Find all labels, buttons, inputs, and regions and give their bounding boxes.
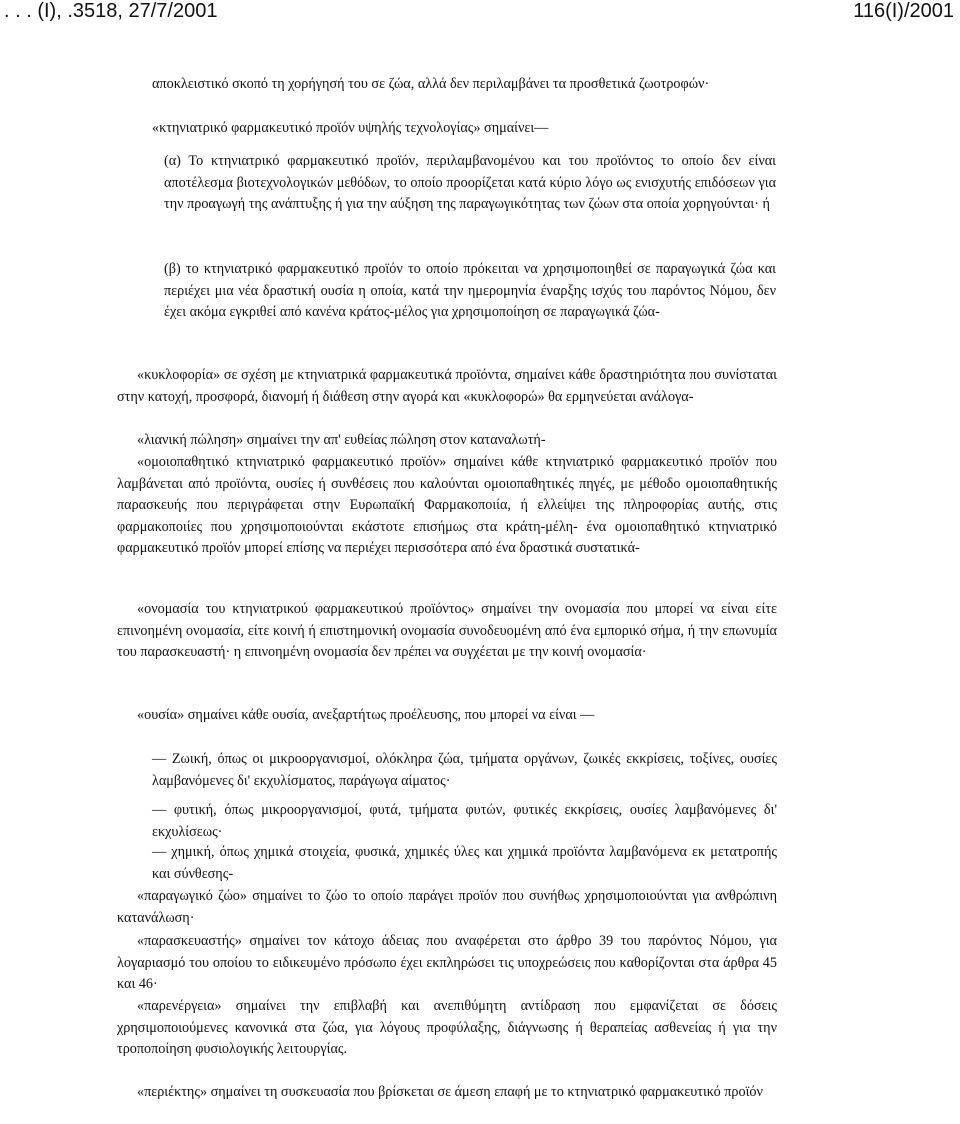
paragraph-continuation: αποκλειστικό σκοπό τη χορήγησή του σε ζώα, αλλά δεν περιλαμβάνει τα προσθετικά ζωοτροφών· <box>152 76 710 92</box>
substance-vegetable: — φυτική, όπως μικροοργανισμοί, φυτά, τμήματα φυτών, φυτικές εκκρίσεις, ουσίες λαμβανόμενες δι' εκχυλίσεως· <box>152 802 777 840</box>
clause-a: (α) Το κτηνιατρικό φαρμακευτικό προϊόν, περιλαμβανομένου και του προϊόντος το οποίο δεν είναι αποτέλεσμα βιοτεχνολογικών μεθόδων, το οποίο προορίζεται κατά κύριο λόγο ως ενισχυτής επιδόσεων για την προαγωγή της ανάπτυξης ή για την αύξηση της παραγωγικότητας των ζώων στα οποία χορηγούνται· ή <box>164 153 776 213</box>
substance-chemical: — χημική, όπως χημικά στοιχεία, φυσικά, χημικές ύλες και χημικά προϊόντα λαμβανόμενα εκ μετατροπής και σύνθεσης- <box>152 844 777 882</box>
definition-adverse-reaction: «παρενέργεια» σημαίνει την επιβλαβή και ανεπιθύμητη αντίδραση που εμφανίζεται σε δόσεις χρησιμοποιούμενες κανονικά στα ζώα, για λόγους προφύλαξης, διάγνωσης ή θεραπείας ασθενείας ή για την τροποποίηση φυσιολογικής λειτουργίας. <box>117 998 777 1058</box>
definition-product-name: «ονομασία του κτηνιατρικού φαρμακευτικού προϊόντος» σημαίνει την ονομασία που μπορεί να είναι είτε επινοημένη ονομασία, είτε κοινή ή επιστημονική ονομασία συνοδευομένη από ένα εμπορικό σήμα, ή την επωνυμία του παρασκευαστή· η επινοημένη ονομασία δεν πρέπει να συγχέεται με την κοινή ονομασία· <box>117 601 777 661</box>
definition-manufacturer: «παρασκευαστής» σημαίνει τον κάτοχο άδειας που αναφέρεται στο άρθρο 39 του παρόντος Νόμου, για λογαριασμό του οποίου το ειδικευμένο πρόσωπο έχει εκπληρώσει τις υποχρεώσεις που καθορίζονται στα άρθρα 45 και 46· <box>117 933 777 993</box>
definition-retail-sale: «λιανική πώληση» σημαίνει την απ' ευθείας πώληση στον καταναλωτή- <box>137 432 546 448</box>
definition-substance: «ουσία» σημαίνει κάθε ουσία, ανεξαρτήτως προέλευσης, που μπορεί να είναι — <box>137 707 595 723</box>
definition-homeopathic-product: «ομοιοπαθητικό κτηνιατρικό φαρμακευτικό προϊόν» σημαίνει κάθε κτηνιατρικό φαρμακευτικό προϊόν που λαμβάνεται από προϊόντα, ουσίες ή συνθέσεις που καλούνται ομοιοπαθητικές πηγές, με μέθοδο ομοιοπαθητικής παρασκευής που περιγράφεται στην Ευρωπαϊκή Φαρμακοποιία, ή ελλείψει της πληροφορίας αυτής, στις φαρμακοποιίες που χρησιμοποιούνται εκάστοτε επισήμως στα κράτη-μέλη- ένα ομοιοπαθητικό κτηνιατρικό φαρμακευτικό προϊόν μπορεί επίσης να περιέχει περισσότερα από ένα δραστικά συστατικά- <box>117 454 777 557</box>
clause-b: (β) το κτηνιατρικό φαρμακευτικό προϊόν το οποίο πρόκειται να χρησιμοποιηθεί σε παραγωγικά ζώα και περιέχει μια νέα δραστική ουσία η οποία, κατά την ημερομηνία έναρξης ισχύς του παρόντος Νόμου, δεν έχει ακόμα εγκριθεί από κανένα κράτος-μέλος για χρησιμοποίηση σε παραγωγικά ζώα- <box>164 261 776 321</box>
page-header <box>0 0 960 26</box>
definition-food-producing-animal: «παραγωγικό ζώο» σημαίνει το ζώο το οποίο παράγει προϊόν που συνήθως χρησιμοποιούνται για ανθρώπινη κατανάλωση· <box>117 888 777 926</box>
header-law-number: 116(Ι)/2001 <box>853 0 954 22</box>
substance-animal: — Ζωική, όπως οι μικροοργανισμοί, ολόκληρα ζώα, τμήματα οργάνων, ζωικές εκκρίσεις, τοξίνες, ουσίες λαμβανόμενες δι' εκχυλίσματος, παράγωγα αίματος· <box>152 751 777 789</box>
definition-high-tech-product: «κτηνιατρικό φαρμακευτικό προϊόν υψηλής τεχνολογίας» σημαίνει— <box>152 120 549 136</box>
definition-container: «περιέκτης» σημαίνει τη συσκευασία που βρίσκεται σε άμεση επαφή με το κτηνιατρικό φαρμακευτικό προϊόν <box>137 1084 763 1100</box>
header-gazette-reference: . . . (Ι), .3518, 27/7/2001 <box>4 0 218 22</box>
definition-circulation: «κυκλοφορία» σε σχέση με κτηνιατρικά φαρμακευτικά προϊόντα, σημαίνει κάθε δραστηριότητα που συνίσταται στην κατοχή, προσφορά, διανομή ή διάθεση στην αγορά και «κυκλοφορώ» θα ερμηνεύεται ανάλογα- <box>117 367 777 405</box>
